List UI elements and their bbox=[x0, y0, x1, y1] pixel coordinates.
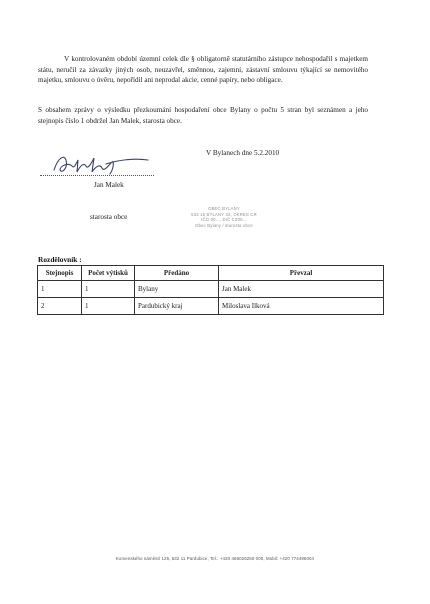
table-cell: Pardubický kraj bbox=[135, 298, 219, 315]
signer-name: Jan Malek bbox=[94, 181, 124, 189]
table-cell: 1 bbox=[82, 281, 135, 298]
distribution-table bbox=[37, 265, 384, 315]
column-header-copy: Stejnopis bbox=[38, 266, 82, 281]
table-cell: 1 bbox=[38, 281, 82, 298]
table-row bbox=[38, 298, 384, 315]
official-stamp bbox=[180, 206, 268, 228]
distribution-list-label: Rozdělovník : bbox=[38, 255, 82, 264]
table-header-row bbox=[38, 266, 384, 281]
stamp-line: IČO 00..., DIČ CZ00... bbox=[201, 217, 247, 223]
table-cell: Miloslava Ilková bbox=[219, 298, 384, 315]
page-footer: Komenského náměstí 125, 532 11 Pardubice, Tel.: +420 466026250 000, Mobil: +420 774496004 bbox=[115, 556, 315, 561]
column-header-received: Převzal bbox=[219, 266, 384, 281]
handwritten-signature bbox=[48, 150, 158, 178]
paragraph-no-state-property: V kontrolovaném období územní celek dle § obligatorně statutárního zástupce nehospodařil s majetkem státu, neručil za závazky jiných osob, neuzavřel, směnnou, zajemní, zástavní smlouvu týkající se nemovitého majetku, smlouvu o úvěru, nepořídil ani neprodal akcie, cenné papíry, nebo obligace. bbox=[38, 55, 368, 84]
table-cell: Bylany bbox=[135, 281, 219, 298]
table-cell: Jan Malek bbox=[219, 281, 384, 298]
table-cell: 1 bbox=[82, 298, 135, 315]
signer-role: starosta obce bbox=[90, 213, 128, 221]
table-row bbox=[38, 281, 384, 298]
paragraph-report-acknowledgement: S obsahem zprávy o výsledku přezkoumání hospodaření obce Bylany o počtu 5 stran byl seznámen a jeho stejnopis číslo 1 obdržel Jan Malek, starosta obce. bbox=[38, 106, 368, 125]
column-header-count: Počet výtisků bbox=[82, 266, 135, 281]
stamp-line: Obec Bylany / starosta obce bbox=[195, 222, 253, 228]
stamp-line: 533 16 BYLANY 32, OKRES CR bbox=[191, 211, 257, 217]
column-header-delivered: Předáno bbox=[135, 266, 219, 281]
place-and-date: V Bylanech dne 5.2.2010 bbox=[206, 149, 280, 157]
stamp-line: OBEC BYLANY bbox=[208, 206, 240, 211]
table-cell: 2 bbox=[38, 298, 82, 315]
signature-line bbox=[40, 175, 154, 176]
